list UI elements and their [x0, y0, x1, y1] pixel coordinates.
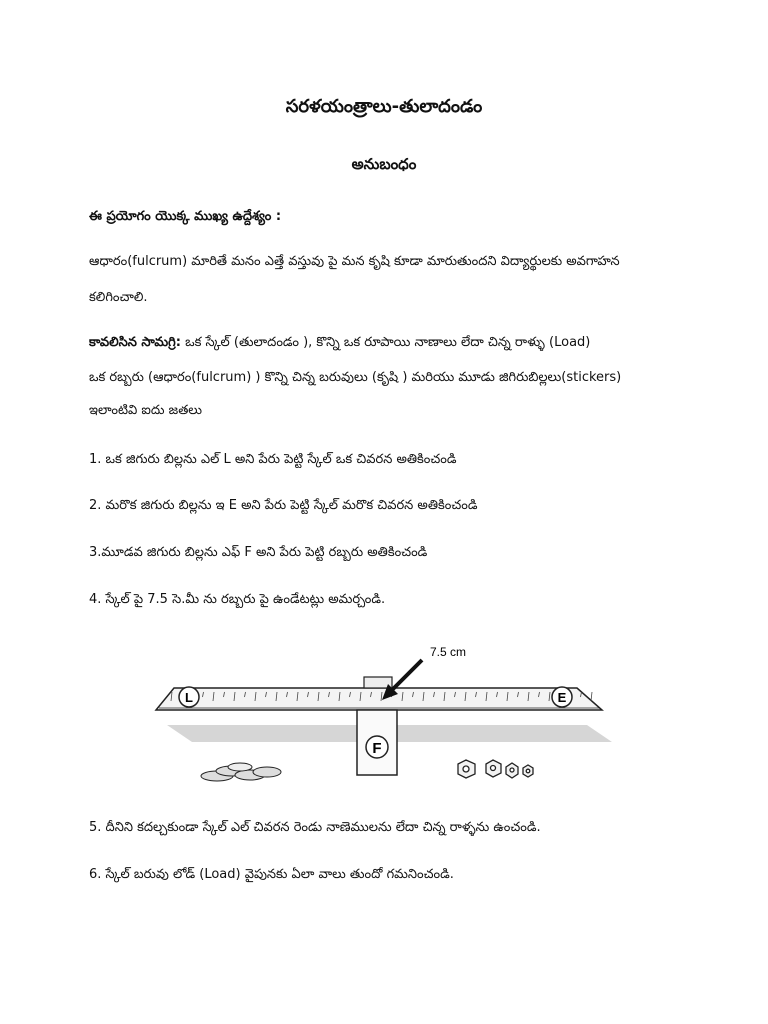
materials-label: కావలిసిన సామగ్రి:: [89, 335, 181, 350]
step-1: 1. ఒక జిగురు బిల్లను ఎల్ L అని పేరు పెట్టి స్కేల్ ఒక చివరన అతికించండి: [89, 452, 457, 467]
materials-line-3: ఇలాంటివి ఐదు జతలు: [89, 403, 203, 418]
scale-ruler: [156, 688, 602, 710]
lever-figure: [132, 630, 632, 795]
measure-arrow: [390, 660, 422, 692]
nuts-weights: [458, 760, 533, 778]
ruler-tick: [591, 692, 592, 701]
step-5: 5. దీనిని కదల్చకుండా స్కేల్ ఎల్ చివరన రెండు నాణెములను లేదా చిన్న రాళ్ళను ఉంచండి.: [89, 820, 541, 835]
step-6: 6. స్కేల్ బరువు లోడ్ (Load) వైపునకు ఏలా వాలు తుందో గమనించండి.: [89, 867, 454, 882]
fulcrum-label: F: [372, 740, 382, 757]
coins-stack: [201, 763, 281, 781]
materials-text-1: ఒక స్కేల్ (తులాదండం ), కొన్ని ఒక రూపాయి నాణాలు లేదా చిన్న రాళ్ళు (Load): [180, 335, 591, 350]
measure-label: 7.5 cm: [430, 645, 467, 659]
materials-line-2: ఒక రబ్బరు (ఆధారం(fulcrum) ) కొన్ని చిన్న బరువులు (కృషి ) మరియు మూడు జిగిరుబిల్లలు(stickers): [89, 370, 622, 385]
objective-line-2: కలిగించాలి.: [89, 290, 148, 305]
page-title: సరళయంత్రాలు-తులాదండం: [285, 96, 483, 117]
step-4: 4. స్కేల్ పై 7.5 సె.మీ ను రబ్బరు పై ఉండేటట్లు అమర్చండి.: [89, 592, 386, 607]
objective-line-1: ఆధారం(fulcrum) మారితే మనం ఎత్తే వస్తువు పై మన కృషి కూడా మారుతుందని విద్యార్థులకు అవగాహన: [89, 254, 620, 269]
objective-heading: ఈ ప్రయోగం యొక్క ముఖ్య ఉద్దేశ్యం :: [89, 209, 282, 224]
page-subtitle: అనుబంధం: [351, 155, 417, 173]
materials-line-1: [89, 333, 689, 353]
left-sticker-label: L: [185, 690, 193, 705]
step-3: 3.మూడవ జిగురు బిల్లను ఎఫ్ F అని పేరు పెట్టి రబ్బరు అతికించండి: [89, 545, 428, 560]
right-sticker-label: E: [557, 690, 567, 705]
step-2: 2. మరొక జిగురు బిల్లను ఇ E అని పేరు పెట్టి స్కేల్ మరొక చివరన అతికించండి: [89, 498, 478, 513]
